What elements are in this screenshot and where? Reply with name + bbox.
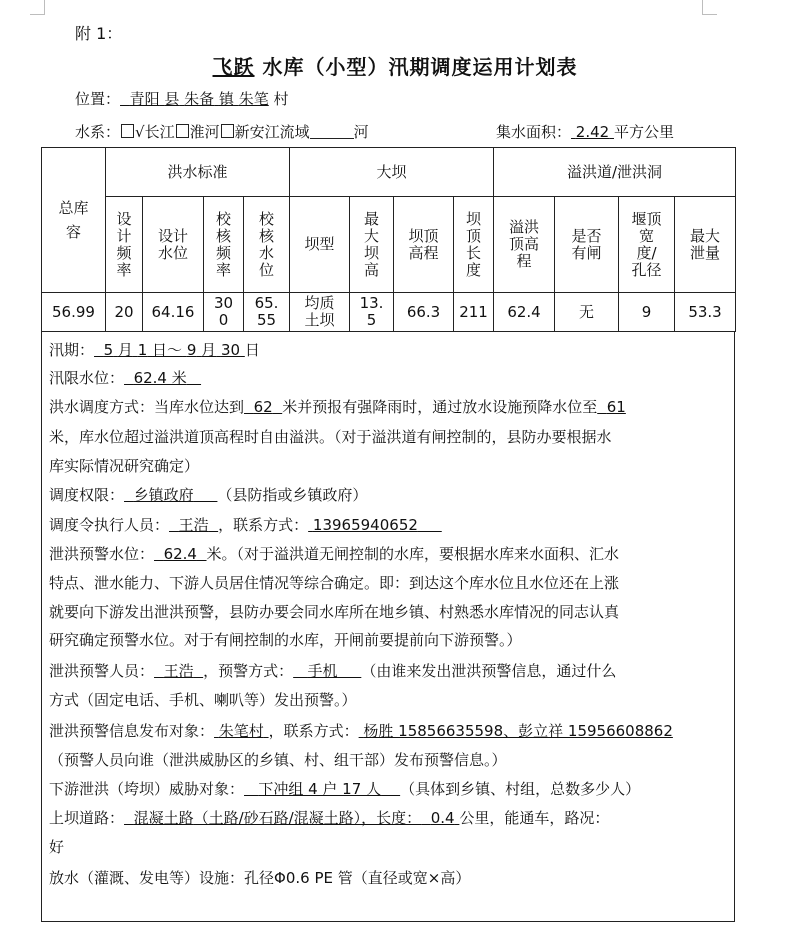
dispatch-level-number: 62 (253, 398, 273, 416)
header-crest-elevation (394, 197, 454, 293)
warning-level-line-3: 就要向下游发出泄洪预警，县防办要会同水库所在地乡镇、村熟悉水库情况的同志认真 (49, 603, 620, 621)
day-unit: 日 (244, 341, 260, 359)
header-has-gate-text: 是否有闸 (571, 226, 602, 262)
dispatch-drop-level (597, 398, 626, 416)
authority-text: 乡镇政府 (133, 486, 194, 504)
town-value: 朱备 (184, 90, 215, 108)
road-tail: 公里，能通车，路况： (459, 809, 610, 827)
checkmark-icon: √ (135, 123, 145, 141)
header-max-dam-height (350, 197, 394, 293)
header-spillway: 溢洪道/泄洪洞 (494, 148, 736, 197)
header-design-level (143, 197, 204, 293)
threat-text: 下冲组 4 户 17 人 (258, 780, 382, 798)
dispatch-method-line-3: 库实际情况研究确定） (49, 457, 200, 475)
cell-crest-length: 211 (454, 293, 494, 332)
village-value: 朱笔 (238, 90, 269, 108)
target-label: 泄洪预警信息发布对象： (49, 722, 215, 740)
dispatch-notes-section (41, 331, 735, 922)
dispatch-text: 米并预报有强降雨时，通过放水设施预降水位至 (282, 398, 598, 416)
header-max-discharge (675, 197, 736, 293)
header-max-discharge-text: 最大泄量 (690, 226, 721, 262)
dispatch-method-line-1 (49, 398, 626, 416)
warner-hint: （由谁来发出泄洪预警信息，通过什么 (361, 662, 617, 680)
road-value (124, 809, 421, 827)
warning-level-text: 米。（对于溢洪道无闸控制的水库，要根据水库来水面积、汇水 (206, 545, 620, 563)
river-blank (310, 124, 354, 139)
release-value: Φ0.6 PE 管 (274, 869, 353, 887)
header-spillway-crest-text: 溢洪顶高程 (509, 218, 540, 270)
flood-end-month: 9 (186, 341, 197, 359)
warning-level-line-4: 研究确定预警水位。对于有闸控制的水库，开闸前要提前向下游预警。） (49, 631, 522, 649)
table-row (42, 293, 736, 332)
header-dam-type: 坝型 (290, 197, 350, 293)
warning-level-line-1 (49, 545, 619, 563)
header-crest-length (454, 197, 494, 293)
authority-label: 调度权限： (49, 486, 125, 504)
warner-label: 泄洪预警人员： (49, 662, 155, 680)
target-value (214, 722, 269, 740)
header-weir-width-text: 堰顶宽度/孔径 (631, 209, 662, 279)
county-value: 青阳 (129, 90, 160, 108)
flood-period-label: 汛期： (49, 341, 95, 359)
header-design-level-text: 设计水位 (157, 226, 188, 262)
target-hint-line: （预警人员向谁（泄洪威胁区的乡镇、村、组干部）发布预警信息。） (49, 751, 507, 769)
warn-method-text: 手机 (307, 662, 338, 680)
road-type-text: 混凝土路 (133, 809, 194, 827)
threat-value (244, 780, 400, 798)
warner-line-2: 方式（固定电话、手机、喇叭等）发出预警。） (49, 691, 357, 709)
executor-label: 调度令执行人员： (49, 516, 170, 534)
cell-crest-elevation: 66.3 (394, 293, 454, 332)
warn-method-label: ，预警方式： (203, 662, 294, 680)
dispatch-text: 洪水调度方式：当库水位达到 (49, 398, 245, 416)
page-corner-mark (30, 0, 45, 15)
checkbox-icon (121, 124, 134, 138)
header-check-frequency (204, 197, 244, 293)
target-contact (359, 722, 673, 740)
contact-label: ，联系方式： (218, 516, 309, 534)
header-total-capacity-text: 总库容 (58, 199, 89, 241)
executor-phone-text: 13965940652 (312, 516, 418, 534)
cell-check-frequency (204, 293, 244, 332)
location-fields (120, 90, 269, 108)
release-label: 放水（灌溉、发电等）设施：孔径 (49, 869, 275, 887)
executor-phone (308, 516, 442, 534)
warner-name-text: 王浩 (163, 662, 194, 680)
header-max-dam-height-text: 最大坝高 (364, 209, 380, 279)
basin-changjiang: 长江 (144, 123, 175, 141)
warning-level-number: 62.4 (163, 545, 197, 563)
warning-level-value (154, 545, 207, 563)
flood-limit-label: 汛限水位： (49, 369, 125, 387)
document-title (0, 51, 790, 80)
cell-dam-type-text: 均质土坝 (304, 294, 335, 329)
target-line (49, 722, 673, 740)
month-unit: 月 (117, 341, 133, 359)
road-length-text: 0.4 (430, 809, 455, 827)
warning-level-label: 泄洪预警水位： (49, 545, 155, 563)
flood-start-month: 5 (103, 341, 114, 359)
dispatch-drop-number: 61 (606, 398, 626, 416)
header-crest-elevation-text: 坝顶高程 (408, 226, 439, 262)
reservoir-name: 飞跃 (212, 55, 255, 79)
cell-total-capacity: 56.99 (42, 293, 106, 332)
basin-xinanjiang: 新安江流域 (234, 123, 310, 141)
header-dam: 大坝 (290, 148, 494, 197)
checkbox-icon (221, 124, 234, 138)
header-crest-length-text: 坝顶长度 (466, 209, 482, 279)
target-contact-text: 杨胜 15856635598、彭立祥 15956608862 (363, 722, 673, 740)
authority-value (124, 486, 217, 504)
cell-check-frequency-text: 300 (213, 294, 234, 329)
header-check-frequency-text: 校核频率 (215, 209, 231, 279)
flood-limit-line (49, 369, 201, 387)
dispatch-level (244, 398, 282, 416)
town-unit: 镇 (218, 90, 234, 108)
catchment-area-label: 集水面积： (496, 123, 572, 141)
header-flood-standard: 洪水标准 (106, 148, 290, 197)
cell-design-level: 64.16 (143, 293, 204, 332)
flood-period-value (94, 341, 245, 359)
warn-method (293, 662, 361, 680)
location-line (75, 88, 289, 109)
target-contact-label: ，联系方式： (268, 722, 359, 740)
road-length (421, 809, 459, 827)
header-design-frequency (106, 197, 143, 293)
authority-line (49, 486, 367, 504)
header-spillway-crest (494, 197, 555, 293)
month-unit: 月 (201, 341, 217, 359)
cell-design-frequency: 20 (106, 293, 143, 332)
water-system-line (75, 121, 369, 142)
flood-end-day: 30 (220, 341, 241, 359)
page-corner-mark (702, 0, 717, 15)
cell-spillway-crest: 62.4 (494, 293, 555, 332)
warner-line (49, 662, 616, 680)
catchment-area-value (571, 123, 614, 141)
warning-level-line-2: 特点、泄水能力、下游人员居住情况等综合确定。即：到达这个库水位且水位还在上涨 (49, 574, 620, 592)
header-has-gate (555, 197, 619, 293)
cell-check-level-text: 65.55 (254, 294, 279, 329)
flood-limit-value (124, 369, 201, 387)
header-check-level (244, 197, 290, 293)
flood-start-day: 1 (137, 341, 148, 359)
day-unit: 日～ (152, 341, 183, 359)
dispatch-method-line-2: 米，库水位超过溢洪道顶高程时自由溢洪。（对于溢洪道有闸控制的，县防办要根据水 (49, 428, 612, 446)
cell-max-dam-height (350, 293, 394, 332)
header-design-frequency-text: 设计频率 (116, 209, 132, 279)
cell-check-level (244, 293, 290, 332)
header-weir-width (619, 197, 675, 293)
warner-name (154, 662, 203, 680)
reservoir-info-table (41, 147, 736, 332)
title-text: 水库（小型）汛期调度运用计划表 (262, 55, 578, 79)
threat-hint: （具体到乡镇、村组，总数多少人） (400, 780, 641, 798)
attachment-label: 附 1： (75, 24, 123, 43)
executor-name (169, 516, 218, 534)
catchment-area-line (496, 121, 674, 142)
executor-name-text: 王浩 (178, 516, 209, 534)
area-number: 2.42 (575, 123, 610, 141)
road-label: 上坝道路： (49, 809, 125, 827)
road-line (49, 809, 609, 827)
road-hint: （土路/砂石路/混凝土路），长度： (193, 809, 422, 827)
water-system-label: 水系： (75, 123, 121, 141)
checkbox-icon (176, 124, 189, 138)
release-hint: （直径或宽×高） (352, 869, 471, 887)
road-condition: 好 (49, 838, 65, 856)
location-label: 位置： (75, 90, 121, 108)
threat-line (49, 780, 640, 798)
threat-label: 下游泄洪（垮坝）威胁对象： (49, 780, 245, 798)
cell-max-discharge: 53.3 (675, 293, 736, 332)
cell-weir-width: 9 (619, 293, 675, 332)
river-unit: 河 (353, 123, 369, 141)
cell-max-dam-height-text: 13.5 (359, 294, 384, 329)
county-unit: 县 (164, 90, 180, 108)
target-text: 朱笔村 (218, 722, 264, 740)
flood-period-line (49, 341, 260, 359)
basin-huaihe: 淮河 (189, 123, 220, 141)
header-check-level-text: 校核水位 (258, 209, 274, 279)
cell-has-gate: 无 (555, 293, 619, 332)
catchment-area-unit: 平方公里 (613, 123, 674, 141)
cell-dam-type (290, 293, 350, 332)
authority-hint: （县防指或乡镇政府） (217, 486, 368, 504)
release-facility-line (49, 869, 470, 887)
header-total-capacity (42, 148, 106, 293)
village-unit: 村 (273, 90, 289, 108)
executor-line (49, 516, 442, 534)
flood-limit-number: 62.4 米 (133, 369, 187, 387)
